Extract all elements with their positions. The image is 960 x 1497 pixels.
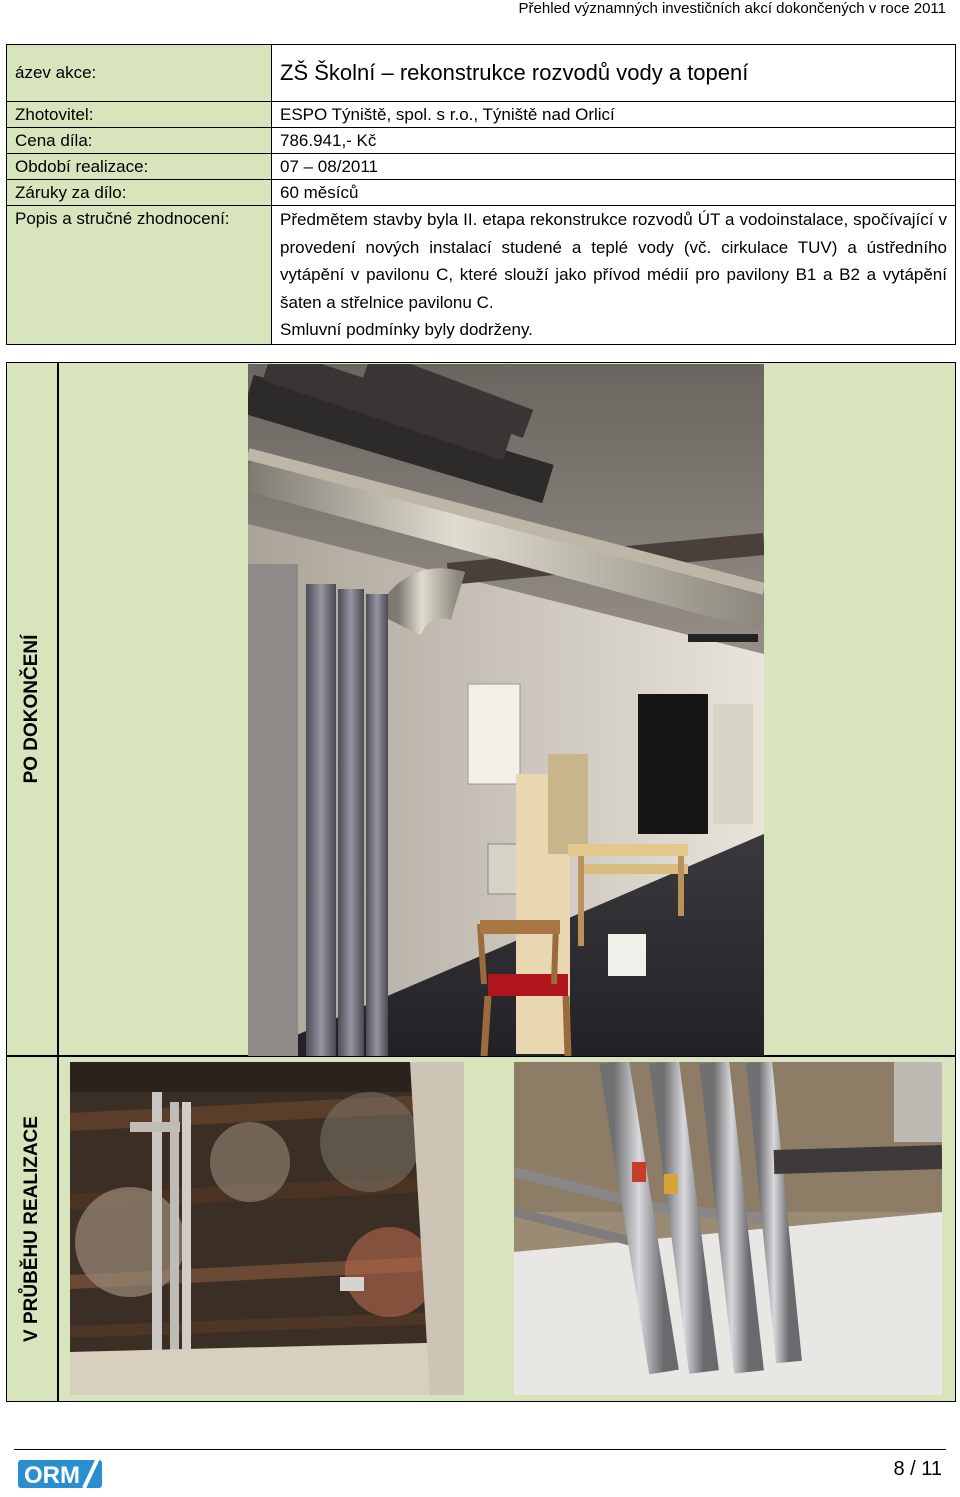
document-header: Přehled významných investičních akcí dokončených v roce 2011	[518, 0, 946, 17]
section-label-during	[6, 1056, 58, 1402]
description-row	[7, 206, 956, 345]
contractor-label: Zhotovitel:	[7, 102, 272, 128]
page-number: 8 / 11	[893, 1458, 942, 1480]
footer-divider	[14, 1449, 946, 1450]
info-row	[7, 102, 956, 128]
description-cell	[272, 206, 956, 345]
contractor-value: ESPO Týniště, spol. s r.o., Týniště nad Orlicí	[272, 102, 956, 128]
title-row	[7, 45, 956, 102]
section-label-after-text: PO DOKONČENÍ	[21, 634, 42, 784]
logo-text: ORM	[24, 1462, 80, 1489]
info-row	[7, 154, 956, 180]
section-label-during-text: V PRŮBĚHU REALIZACE	[21, 1116, 42, 1342]
price-value: 786.941,- Kč	[272, 128, 956, 154]
photo-corridor-image	[248, 364, 764, 1056]
photo-corridor-after	[248, 364, 764, 1056]
description-note: Smluvní podmínky byly dodrženy.	[280, 320, 533, 339]
warranty-label: Záruky za dílo:	[7, 180, 272, 206]
description-text: Předmětem stavby byla II. etapa rekonstrukce rozvodů ÚT a vodoinstalace, spočívající v provedení nových instalací studené a teplé vody (vč. cirkulace TUV) a ústředního vytápění v pavilonu C, které slouží jako přívod médií pro pavilony B1 a B2 a vytápění šaten a střelnice pavilonu C.	[280, 210, 947, 312]
title-label: ázev akce:	[7, 45, 272, 102]
orm-logo-image	[14, 1452, 108, 1492]
warranty-value: 60 měsíců	[272, 180, 956, 206]
period-value: 07 – 08/2011	[272, 154, 956, 180]
period-label: Období realizace:	[7, 154, 272, 180]
photo-pipes-image	[514, 1062, 942, 1395]
section-label-after	[6, 362, 58, 1056]
orm-logo	[14, 1452, 108, 1492]
photo-trench-image	[70, 1062, 464, 1395]
project-title: ZŠ Školní – rekonstrukce rozvodů vody a topení	[272, 45, 956, 102]
photo-trench-during	[70, 1062, 464, 1395]
info-row	[7, 128, 956, 154]
description-label: Popis a stručné zhodnocení:	[7, 206, 272, 345]
photo-pipes-during	[514, 1062, 942, 1395]
info-table	[6, 44, 956, 345]
price-label: Cena díla:	[7, 128, 272, 154]
info-row	[7, 180, 956, 206]
